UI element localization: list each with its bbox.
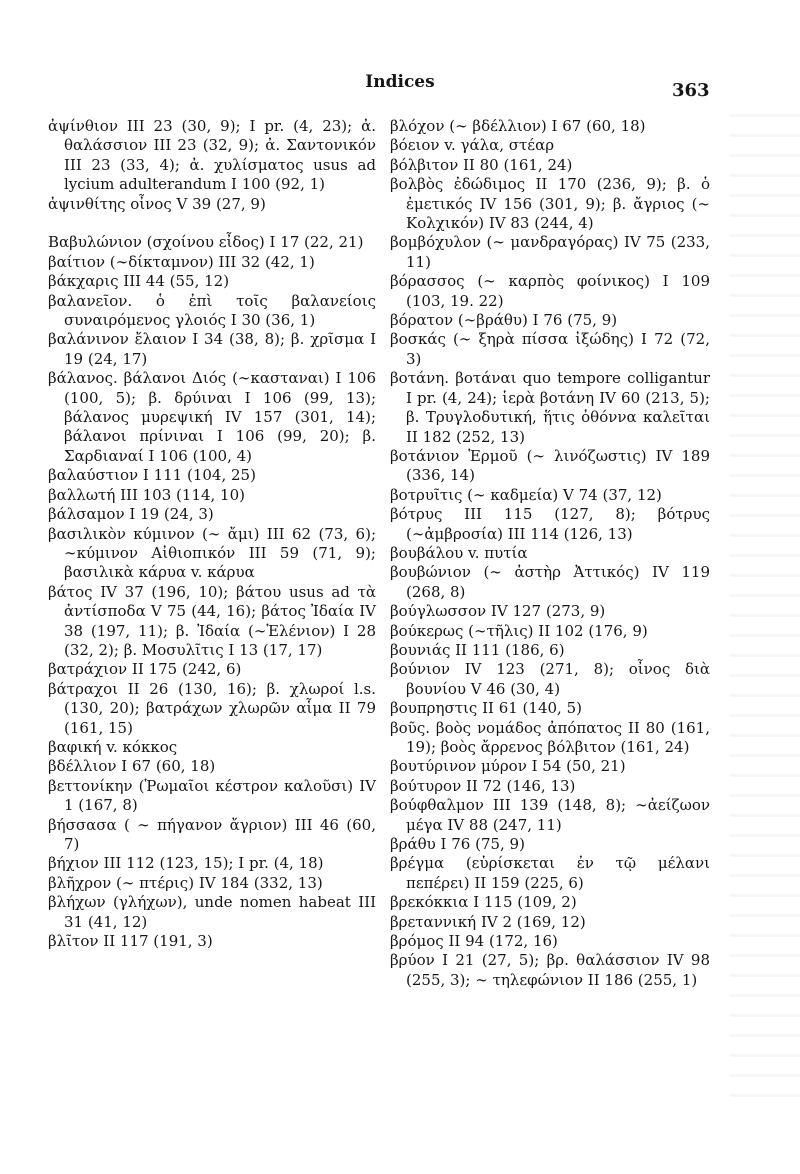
- running-head: Indices: [365, 72, 435, 92]
- index-entry: βόλβιτον II 80 (161, 24): [390, 155, 573, 174]
- index-entry: βοτάνιον Ἑρμοῦ (∼ λινόζωστις) IV 189 (336, 14): [390, 446, 710, 485]
- page-number: 363: [672, 80, 710, 101]
- index-column-right: [390, 117, 710, 990]
- index-entry: βουβώνιον (∼ ἀστὴρ Ἀττικός) IV 119 (268, 8): [390, 563, 710, 601]
- index-entry: βουνιάς II 111 (186, 6): [390, 640, 565, 659]
- index-entry: βότρυς III 115 (127, 8); βότρυς (∼ἀμβροσία) III 114 (126, 13): [390, 505, 710, 543]
- index-entry: βήχιον III 112 (123, 15); I pr. (4, 18): [48, 854, 324, 873]
- index-entry: βεττονίκην (Ῥωμαῖοι κέστρον καλοῦσι) IV 1 (167, 8): [48, 776, 376, 815]
- index-entry: βουτύρινον μύρον I 54 (50, 21): [390, 757, 626, 776]
- index-entry: βαίτιον (∼δίκταμνον) III 32 (42, 1): [48, 252, 315, 271]
- index-entry: βρεταννική IV 2 (169, 12): [390, 912, 586, 931]
- index-column-left: [48, 117, 376, 951]
- index-entry: βομβόχυλον (∼ μανδραγόρας) IV 75 (233, 11): [390, 233, 710, 271]
- index-entry: βαλαύστιον I 111 (104, 25): [48, 466, 256, 485]
- index-entry: βάτος IV 37 (196, 10); βάτου usus ad τὰ ἀντίσποδα V 75 (44, 16); βάτος Ἰδαία IV 38 (197, 11); β. Ἰδαία (∼Ἑλένιον) I 28 (32, 2); β. Μοσυλῖτις I 13 (17, 17): [48, 582, 376, 659]
- index-entry: βασιλικὸν κύμινον (∼ ἄμι) III 62 (73, 6); ∼κύμινον Αἰθιοπικόν III 59 (71, 9); βασιλικὰ κάρυα v. κάρυα: [48, 524, 376, 582]
- index-entry: βλῆχρον (∼ πτέρις) IV 184 (332, 13): [48, 873, 323, 892]
- index-entry: βοσκάς (∼ ξηρὰ πίσσα ἰξώδης) I 72 (72, 3): [390, 330, 710, 368]
- index-entry: βούγλωσσον IV 127 (273, 9): [390, 602, 606, 621]
- index-entry: βάλσαμον I 19 (24, 3): [48, 505, 214, 524]
- index-entry: βοτάνη. βοτάναι quo tempore colligantur I pr. (4, 24); ἱερὰ βοτάνη IV 60 (213, 5); β. Τρυγλοδυτική, ἥτις ὀθόννα καλεῖται II 182 (252, 13): [390, 369, 710, 446]
- index-entry: βαλανεῖον. ὁ ἐπὶ τοῖς βαλανείοις συναιρόμενος γλοιός I 30 (36, 1): [48, 291, 376, 330]
- index-entry: ἀψίνθιον III 23 (30, 9); I pr. (4, 23); ἀ. θαλάσσιον III 23 (32, 9); ἀ. Σαντονικόν III 23 (33, 4); ἀ. χυλίσματος usus ad lycium adulterandum I 100 (92, 1): [48, 117, 376, 194]
- index-entry: βόρατον (∼βράθυ) I 76 (75, 9): [390, 311, 618, 330]
- index-entry: βρόμος II 94 (172, 16): [390, 932, 558, 951]
- index-entry: βρέγμα (εὑρίσκεται ἐν τῷ μέλανι πεπέρει) II 159 (225, 6): [390, 854, 710, 892]
- index-entry: βάτραχοι II 26 (130, 16); β. χλωροί l.s. (130, 20); βατράχων χλωρῶν αἷμα II 79 (161, 15): [48, 679, 376, 737]
- index-entry: βρύον I 21 (27, 5); βρ. θαλάσσιον IV 98 (255, 3); ∼ τηλεφώνιον II 186 (255, 1): [390, 951, 710, 989]
- index-entry: βήσσασα ( ∼ πήγανον ἄγριον) III 46 (60, 7): [48, 815, 376, 854]
- index-entry: βλήχων (γλήχων), unde nomen habeat III 31 (41, 12): [48, 893, 376, 931]
- index-entry: βόειον v. γάλα, στέαρ: [390, 136, 555, 155]
- bleed-through-text: [730, 100, 800, 1100]
- index-entry: βάκχαρις III 44 (55, 12): [48, 272, 230, 291]
- index-entry: βοτρυῖτις (∼ καδμεία) V 74 (37, 12): [390, 485, 662, 504]
- index-entry: βούνιον IV 123 (271, 8); οἶνος διὰ βουνίου V 46 (30, 4): [390, 660, 710, 698]
- index-entry: βαλάνινον ἔλαιον I 34 (38, 8); β. χρῖσμα I 19 (24, 17): [48, 330, 376, 368]
- index-entry: ἀψινθίτης οἶνος V 39 (27, 9): [48, 194, 266, 213]
- index-entry: βατράχιον II 175 (242, 6): [48, 660, 242, 679]
- index-entry: βράθυ I 76 (75, 9): [390, 835, 525, 854]
- index-entry: βλῖτον II 117 (191, 3): [48, 932, 213, 951]
- index-entry: βουπρηστις II 61 (140, 5): [390, 699, 582, 718]
- index-entry: βαφική v. κόκκος: [48, 737, 178, 756]
- index-entry: βολβὸς ἐδώδιμος II 170 (236, 9); β. ὁ ἐμετικός IV 156 (301, 9); β. ἄγριος (∼ Κολχικόν) IV 83 (244, 4): [390, 175, 710, 233]
- index-entry: βαλλωτή III 103 (114, 10): [48, 485, 245, 504]
- index-entry: βρεκόκκια I 115 (109, 2): [390, 893, 577, 912]
- index-entry: βούτυρον II 72 (146, 13): [390, 776, 576, 795]
- index-entry: βουβάλου v. πυτία: [390, 543, 528, 562]
- index-entry: βδέλλιον I 67 (60, 18): [48, 757, 216, 776]
- index-entry: βούφθαλμον III 139 (148, 8); ∼ἀείζωον μέγα IV 88 (247, 11): [390, 796, 710, 834]
- index-entry: βλόχον (∼ βδέλλιον) I 67 (60, 18): [390, 117, 646, 135]
- index-entry: βοῦς. βοὸς νομάδος ἀπόπατος II 80 (161, 19); βοὸς ἄρρενος βόλβιτον (161, 24): [390, 718, 710, 756]
- index-entry: βάλανος. βάλανοι Διός (∼κασταναι) I 106 (100, 5); β. δρύιναι I 106 (99, 13); βάλανος μυρεψική IV 157 (301, 14); βάλανοι πρίνιναι I 106 (99, 20); β. Σαρδιαναί I 106 (100, 4): [48, 369, 376, 465]
- index-entry: βούκερως (∼τῆλις) II 102 (176, 9): [390, 621, 648, 640]
- index-entry: βόρασσος (∼ καρπὸς φοίνικος) I 109 (103, 19. 22): [390, 272, 710, 310]
- index-entry: Βαβυλώνιον (σχοίνου εἶδος) I 17 (22, 21): [48, 233, 364, 252]
